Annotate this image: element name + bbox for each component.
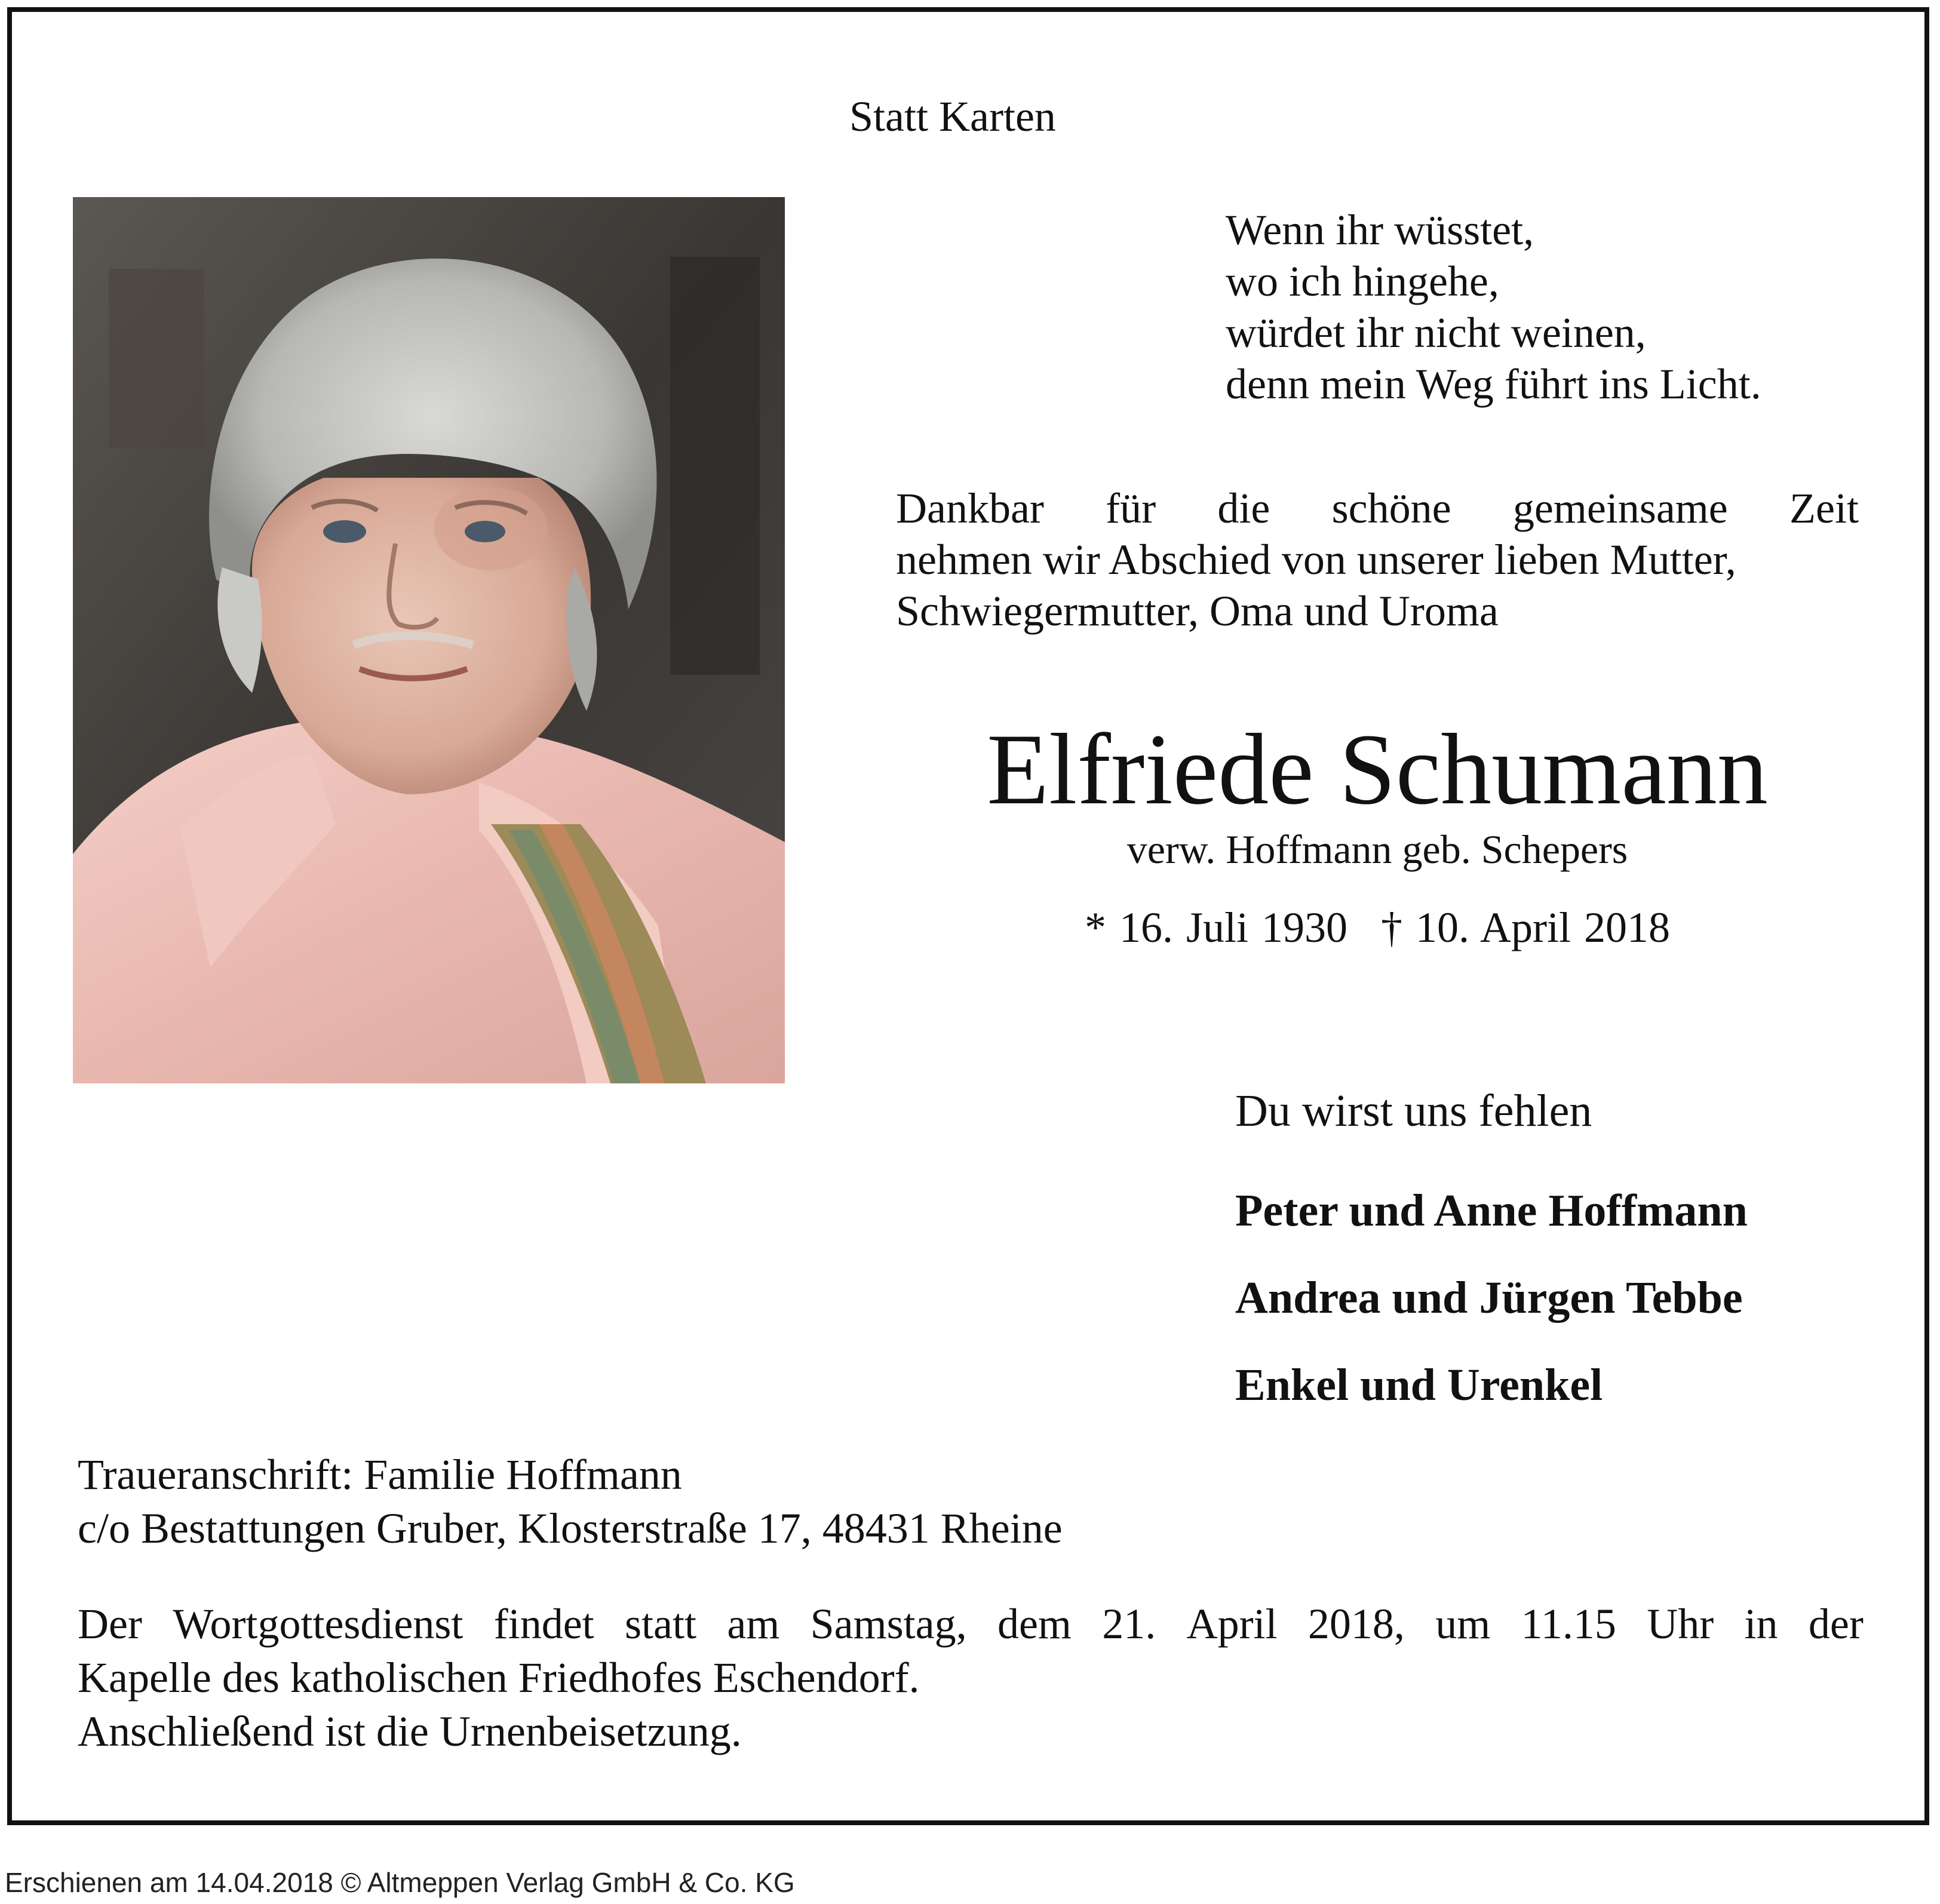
service-info xyxy=(78,1597,1864,1758)
word: Wortgottesdienst xyxy=(173,1600,463,1648)
birth-date: * 16. Juli 1930 xyxy=(1084,904,1347,951)
word: dem xyxy=(997,1600,1072,1648)
portrait-illustration xyxy=(73,197,785,1083)
poem-line: würdet ihr nicht weinen, xyxy=(1226,309,1646,357)
dedication-text xyxy=(896,483,1859,637)
dedication-line-3: Schwiegermutter, Oma und Uroma xyxy=(896,587,1499,635)
deceased-maiden-name: verw. Hoffmann geb. Schepers xyxy=(1126,827,1628,872)
word: gemeinsame xyxy=(1512,484,1728,532)
word: April xyxy=(1186,1600,1278,1648)
word: findet xyxy=(493,1600,594,1648)
word: Samstag, xyxy=(810,1600,967,1648)
word: um xyxy=(1435,1600,1491,1648)
death-date: † 10. April 2018 xyxy=(1381,904,1671,951)
deceased-name: Elfriede Schumann xyxy=(987,713,1768,825)
service-line-3: Anschließend ist die Urnenbeisetzung. xyxy=(78,1708,742,1755)
word: schöne xyxy=(1331,484,1451,532)
address-line: Traueranschrift: Familie Hoffmann xyxy=(78,1451,682,1498)
word: Uhr xyxy=(1647,1600,1714,1648)
dedication-line-2: nehmen wir Abschied von unserer lieben Mutter, xyxy=(896,536,1736,584)
portrait-photo xyxy=(73,197,785,1083)
address-line: c/o Bestattungen Gruber, Klosterstraße 17, 48431 Rheine xyxy=(78,1504,1063,1552)
mourner: Enkel und Urenkel xyxy=(1235,1360,1603,1410)
word: Dankbar xyxy=(896,484,1044,532)
word: am xyxy=(727,1600,780,1648)
word: 11.15 xyxy=(1521,1600,1616,1648)
word: die xyxy=(1217,484,1270,532)
word: 21. xyxy=(1102,1600,1156,1648)
poem-line: Wenn ihr wüsstet, xyxy=(1226,206,1534,254)
word: statt xyxy=(625,1600,697,1648)
word: für xyxy=(1106,484,1156,532)
poem xyxy=(1226,204,1761,410)
word: Zeit xyxy=(1789,484,1859,532)
word: in xyxy=(1744,1600,1778,1648)
word: der xyxy=(1808,1600,1864,1648)
mourner: Andrea und Jürgen Tebbe xyxy=(1235,1273,1743,1323)
mourners-list xyxy=(1235,1167,1748,1429)
poem-line: wo ich hingehe, xyxy=(1226,257,1499,305)
farewell-line: Du wirst uns fehlen xyxy=(1235,1086,1592,1136)
life-dates xyxy=(896,901,1859,954)
publication-footer: Erschienen am 14.04.2018 © Altmeppen Verlag GmbH & Co. KG xyxy=(5,1867,795,1898)
poem-line: denn mein Weg führt ins Licht. xyxy=(1226,360,1761,408)
mourner: Peter und Anne Hoffmann xyxy=(1235,1186,1748,1236)
service-line-1 xyxy=(78,1597,1864,1651)
mourning-address xyxy=(78,1448,1063,1555)
notice-header: Statt Karten xyxy=(849,93,1056,140)
word: Der xyxy=(78,1600,142,1648)
service-line-2: Kapelle des katholischen Friedhofes Eschendorf. xyxy=(78,1654,920,1702)
dedication-line-1 xyxy=(896,483,1859,534)
word: 2018, xyxy=(1307,1600,1405,1648)
